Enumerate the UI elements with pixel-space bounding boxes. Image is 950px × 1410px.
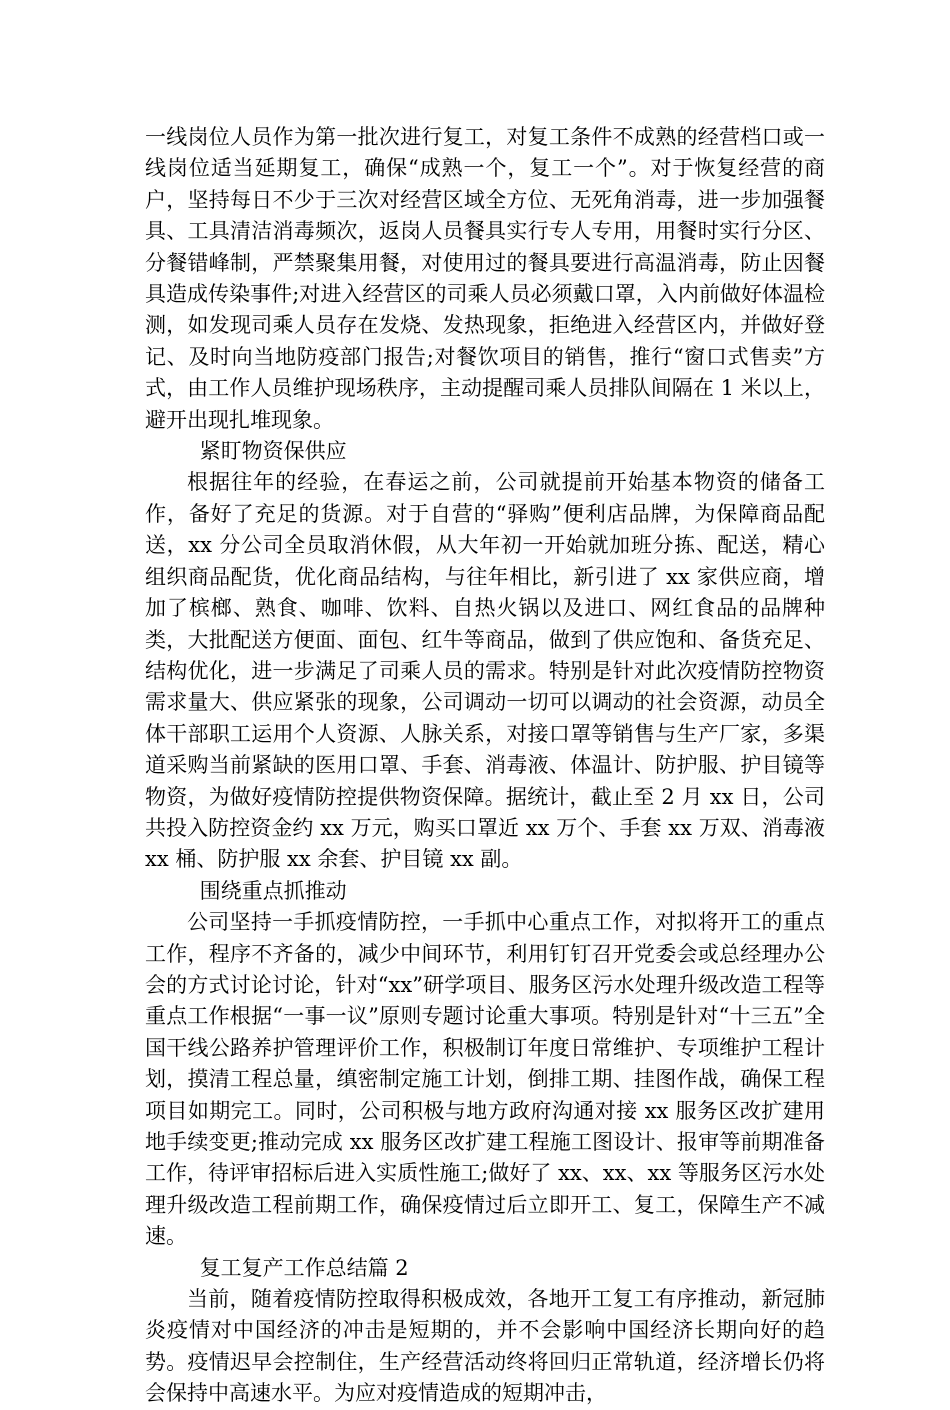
paragraph-summary-2: 当前，随着疫情防控取得积极成效，各地开工复工有序推动，新冠肺炎疫情对中国经济的冲击是短期的，并不会影响中国经济长期向好的趋势。疫情迟早会控制住，生产经营活动终将回归正常轨道，经济增长仍将会保持中高速水平。为应对疫情造成的短期冲击，: [145, 1287, 825, 1406]
section-heading-key-work: 围绕重点抓推动: [199, 878, 347, 903]
paragraph-continued: 一线岗位人员作为第一批次进行复工，对复工条件不成熟的经营档口或一线岗位适当延期复工，确保“成熟一个，复工一个”。对于恢复经营的商户，坚持每日不少于三次对经营区域全方位、无死角消毒，进一步加强餐具、工具清洁消毒频次，返岗人员餐具实行专人专用，用餐时实行分区、分餐错峰制，严禁聚集用餐，对使用过的餐具要进行高温消毒，防止因餐具造成传染事件;对进入经营区的司乘人员必须戴口罩，入内前做好体温检测，如发现司乘人员存在发烧、发热现象，拒绝进入经营区内，并做好登记、及时向当地防疫部门报告;对餐饮项目的销售，推行“窗口式售卖”方式，由工作人员维护现场秩序，主动提醒司乘人员排队间隔在 1 米以上，避开出现扎堆现象。: [145, 125, 825, 432]
paragraph-supply: 根据往年的经验，在春运之前，公司就提前开始基本物资的储备工作，备好了充足的货源。对于自营的“驿购”便利店品牌，为保障商品配送，xx 分公司全员取消休假，从大年初一开始就加班分拣、配送，精心组织商品配货，优化商品结构，与往年相比，新引进了 xx 家供应商，增加了槟榔、熟食、咖啡、饮料、自热火锅以及进口、网红食品的品牌种类，大批配送方便面、面包、红牛等商品，做到了供应饱和、备货充足、结构优化，进一步满足了司乘人员的需求。特别是针对此次疫情防控物资需求量大、供应紧张的现象，公司调动一切可以调动的社会资源，动员全体干部职工运用个人资源、人脉关系，对接口罩等销售与生产厂家，多渠道采购当前紧缺的医用口罩、手套、消毒液、体温计、防护服、护目镜等物资，为做好疫情防控提供物资保障。据统计，截止至 2 月 xx 日，公司共投入防控资金约 xx 万元，购买口罩近 xx 万个、手套 xx 万双、消毒液 xx 桶、防护服 xx 余套、护目镜 xx 副。: [145, 470, 825, 872]
paragraph-key-work: 公司坚持一手抓疫情防控，一手抓中心重点工作，对拟将开工的重点工作，程序不齐备的，减少中间环节，利用钉钉召开党委会或总经理办公会的方式讨论讨论，针对“xx”研学项目、服务区污水处理升级改造工程等重点工作根据“一事一议”原则专题讨论重大事项。特别是针对“十三五”全国干线公路养护管理评价工作，积极制订年度日常维护、专项维护工程计划，摸清工程总量，缜密制定施工计划，倒排工期、挂图作战，确保工程项目如期完工。同时，公司积极与地方政府沟通对接 xx 服务区改扩建用地手续变更;推动完成 xx 服务区改扩建工程施工图设计、报审等前期准备工作，待评审招标后进入实质性施工;做好了 xx、xx、xx 等服务区污水处理升级改造工程前期工作，确保疫情过后立即开工、复工，保障生产不减速。: [145, 910, 825, 1249]
section-heading-supply: 紧盯物资保供应: [199, 439, 347, 464]
section-heading-summary-2: 复工复产工作总结篇 2: [199, 1255, 409, 1280]
document-body: [145, 122, 825, 1410]
